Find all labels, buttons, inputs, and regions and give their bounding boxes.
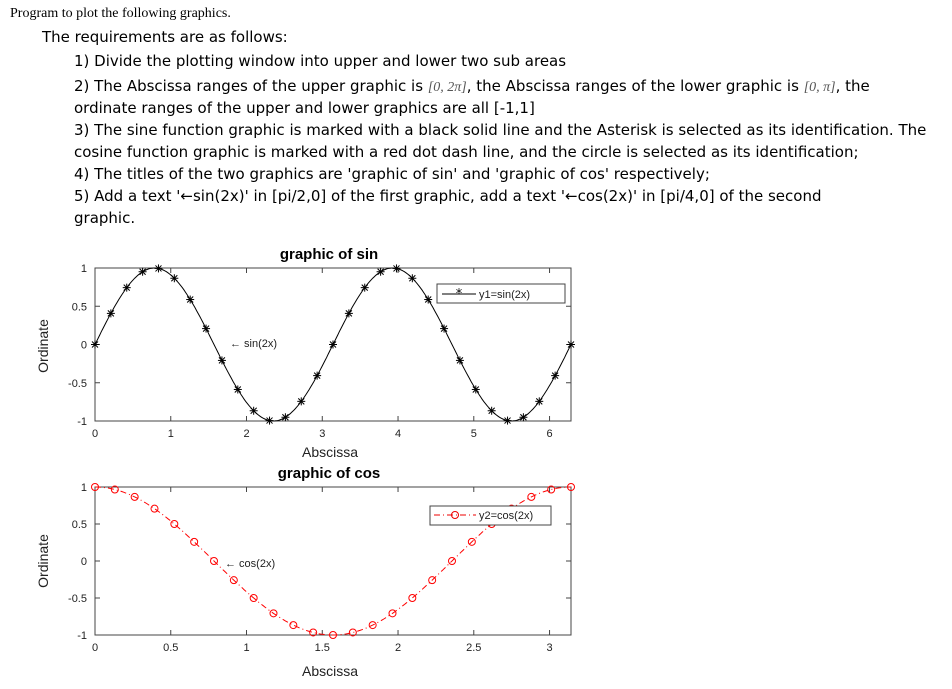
sin-data-point	[266, 417, 274, 425]
requirement-2-line2: ordinate ranges of the upper and lower graphics are all [-1,1]	[74, 99, 535, 117]
requirement-3-line1: 3) The sine function graphic is marked with a black solid line and the Asterisk is selected as its identification. The	[74, 121, 927, 139]
sin-ytick-label: 1	[80, 263, 87, 275]
requirement-5-line2: graphic.	[74, 209, 136, 227]
sin-data-point	[123, 284, 131, 292]
requirement-2-part-a: 2) The Abscissa ranges of the upper graphic is	[74, 77, 424, 95]
sin-data-point	[313, 372, 321, 380]
cos-xtick-label: 1	[243, 642, 250, 654]
requirement-2-part-c: , the	[835, 77, 870, 95]
cos-plot-title: graphic of cos	[277, 465, 381, 482]
sin-xtick-label: 4	[394, 428, 402, 440]
sin-data-point	[377, 268, 385, 276]
sin-ytick-label: -1	[77, 416, 87, 428]
sin-data-point	[154, 264, 162, 272]
cos-xtick-label: 2.5	[466, 642, 482, 654]
sin-data-point	[488, 407, 496, 415]
requirement-4: 4) The titles of the two graphics are 'graphic of sin' and 'graphic of cos' respectively;	[74, 165, 710, 183]
sin-ytick-label: -0.5	[68, 377, 87, 390]
sin-data-point	[535, 397, 543, 405]
cos-xlabel: Abscissa	[301, 663, 359, 679]
sin-data-point	[440, 325, 448, 333]
cos-legend-label: y2=cos(2x)	[479, 510, 534, 522]
sin-data-point	[91, 341, 99, 349]
cos-xtick-label: 0.5	[163, 642, 179, 654]
cos-xtick-label: 2	[394, 642, 402, 654]
sin-data-point	[234, 385, 242, 393]
cos-annotation: ← cos(2x)	[225, 558, 276, 570]
sin-legend-marker: *	[455, 287, 463, 302]
cos-ytick-label: 1	[80, 482, 87, 494]
sin-legend-label: y1=sin(2x)	[479, 289, 531, 301]
sin-xtick-label: 5	[470, 428, 477, 440]
cos-legend	[430, 506, 551, 525]
sin-data-point	[456, 356, 464, 364]
sin-ylabel: Ordinate	[35, 319, 51, 373]
sin-data-point	[392, 264, 400, 272]
sin-ytick-label: 0.5	[71, 301, 87, 314]
requirements-intro: The requirements are as follows:	[42, 28, 288, 46]
sin-data-point	[139, 268, 147, 276]
sin-data-point	[408, 274, 416, 282]
sin-data-point	[472, 385, 480, 393]
sin-data-point	[170, 274, 178, 282]
sin-xlabel: Abscissa	[301, 444, 359, 460]
upper-range-formula: [0, 2π]	[427, 80, 467, 95]
sin-xtick-label: 3	[319, 428, 326, 440]
cos-xtick-label: 3	[546, 642, 553, 654]
cos-plot	[35, 465, 575, 679]
sin-data-point	[202, 325, 210, 333]
sin-data-point	[218, 356, 226, 364]
cos-ytick-label: 0.5	[71, 519, 87, 531]
sin-data-point	[424, 296, 432, 304]
sin-data-point	[107, 309, 115, 317]
sin-annotation: ← sin(2x)	[230, 338, 278, 350]
cos-ytick-label: -1	[77, 630, 87, 642]
requirement-1: 1) Divide the plotting window into upper and lower two sub areas	[74, 52, 567, 70]
sin-legend	[437, 284, 565, 303]
cos-xtick-label: 0	[91, 642, 99, 654]
sin-data-point	[329, 340, 337, 348]
lower-range-formula: [0, π]	[803, 80, 836, 95]
sin-data-point	[361, 284, 369, 292]
requirement-2-part-b: , the Abscissa ranges of the lower graphic is	[466, 77, 799, 95]
sin-data-point	[567, 340, 575, 348]
sin-plot	[35, 246, 575, 460]
sin-data-point	[519, 413, 527, 421]
sin-xtick-label: 6	[546, 428, 553, 440]
sin-data-point	[345, 309, 353, 317]
sin-data-point	[551, 372, 559, 380]
sin-xtick-label: 1	[167, 428, 174, 440]
requirement-3-line2: cosine function graphic is marked with a red dot dash line, and the circle is selected as its identification;	[74, 143, 859, 161]
sin-plot-title: graphic of sin	[279, 246, 379, 263]
sin-data-point	[250, 407, 258, 415]
sin-xtick-label: 0	[91, 428, 99, 440]
cos-xtick-label: 1.5	[314, 642, 330, 654]
page-header: Program to plot the following graphics.	[10, 6, 231, 21]
requirement-5-line1: 5) Add a text '←sin(2x)' in [pi/2,0] of the first graphic, add a text '←cos(2x)' in [pi/4,0] of the second	[74, 187, 822, 205]
cos-ytick-label: -0.5	[68, 593, 87, 605]
cos-ytick-label: 0	[80, 556, 87, 568]
sin-data-point	[297, 397, 305, 405]
sin-xtick-label: 2	[243, 428, 250, 440]
sin-data-point	[186, 296, 194, 304]
sin-ytick-label: 0	[80, 339, 87, 352]
sin-data-point	[504, 417, 512, 425]
cos-ylabel: Ordinate	[35, 534, 51, 588]
sin-data-point	[281, 413, 289, 421]
